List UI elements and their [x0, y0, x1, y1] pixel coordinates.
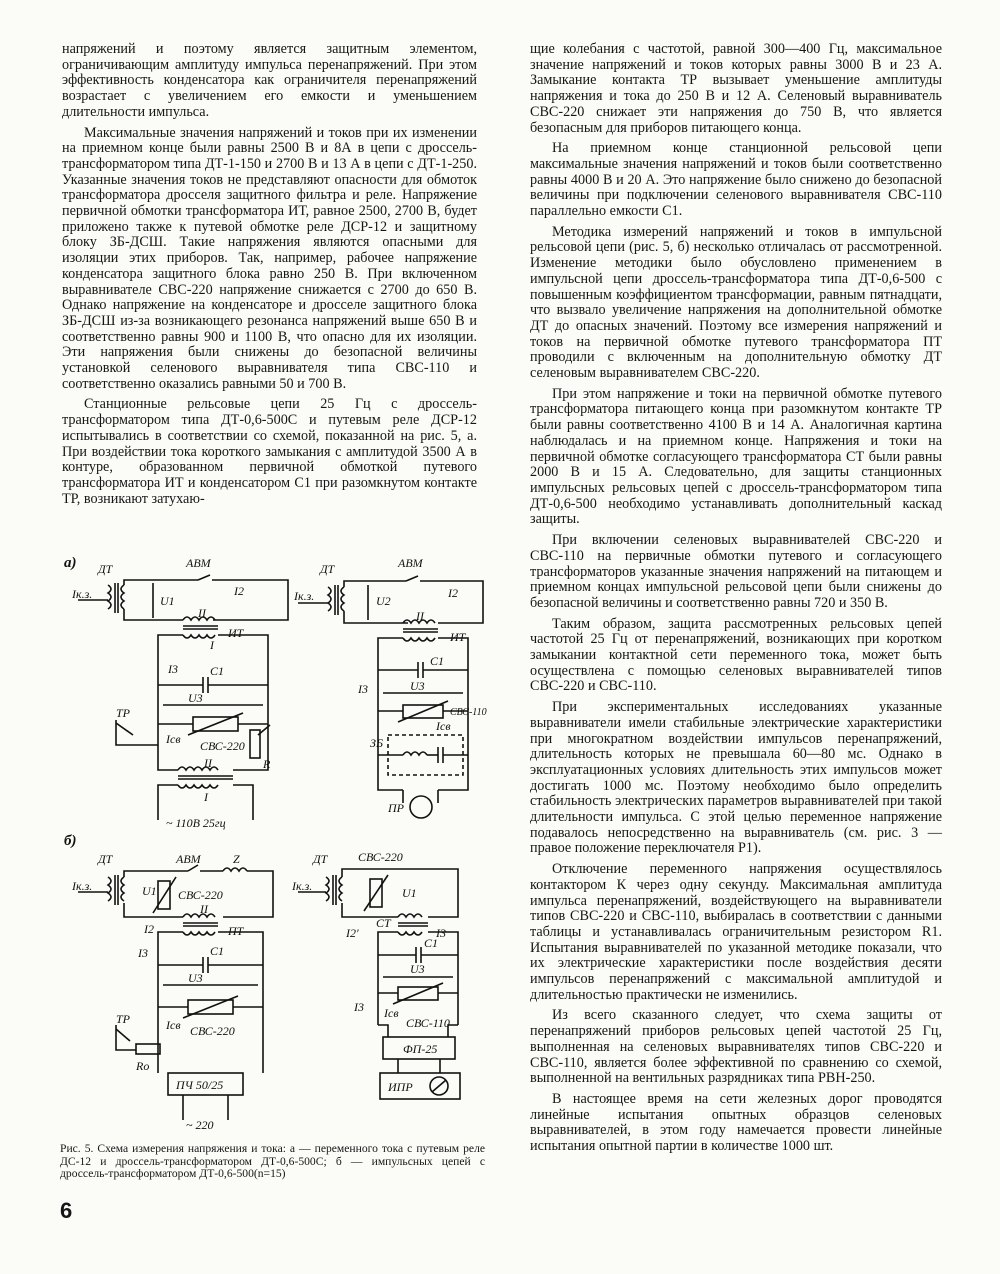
- label-st: СТ: [376, 916, 391, 930]
- label-c1-b2: С1: [424, 936, 439, 950]
- label-roman2-a2: II: [416, 609, 424, 623]
- label-u1-b2: U1: [402, 886, 417, 900]
- label-fp: ФП-25: [403, 1042, 438, 1056]
- label-c1-a2: С1: [430, 654, 445, 668]
- label-roman1-a1: I: [210, 638, 214, 652]
- label-b: б): [64, 833, 77, 849]
- label-i3-b1: I3: [138, 946, 148, 960]
- paragraph: напряжений и поэтому является защитным элементом, ограничивающим амплитуду импульса перенапряжений. При этом эффективность конденсатора как ограничителя перенапряжений возрастает с увеличением его емкости и уменьшением длительности импульса.: [62, 41, 477, 120]
- label-dt-b1: ДТ: [98, 852, 113, 866]
- label-isv-b1: Iсв: [166, 1018, 181, 1032]
- label-svs220-b1a: СВС-220: [178, 888, 223, 902]
- paragraph: На приемном конце станционной рельсовой цепи максимальные значения напряжений и токов были соответственно равны 4000 В и 20 А. Это напряжение было снижено до безопасной величины при подключении селенового выравнивателя СВС-110 параллельно емкости С1.: [530, 140, 942, 220]
- label-ikz-b1: Iк.з.: [72, 879, 93, 893]
- label-avm-b1: АВМ: [176, 852, 201, 866]
- paragraph: Отключение переменного напряжения осуществлялось контактором К через одну секунду. Максимальная амплитуда импульса перенапряжений, воздействующего на выравниватели типов СВС-220 и СВС-110, выбиралась в соответствии с данными таблицы и устанавливалась ограничительным резистором R1. Испытания выравнивателей по указанной методике показали, что их электрические характеристики после воздействия десяти импульсов перенапряжений с максимальной амплитудой и длительностью практически не изменились.: [530, 861, 942, 1003]
- paragraph: При включении селеновых выравнивателей СВС-220 и СВС-110 на первичные обмотки путевого и согласующего трансформаторов указанные значения напряжений на питающем и приемном концах импульсной рельсовой цепи были снижены до безопасной величины и соответственно равны 720 и 350 В.: [530, 532, 942, 611]
- label-roman2-a1: II: [198, 606, 206, 620]
- label-avm-a1: АВМ: [186, 556, 211, 570]
- label-roman1b-a1: I: [204, 790, 208, 804]
- label-v220: ~ 220: [186, 1118, 214, 1132]
- label-u1-b1: U1: [142, 884, 157, 898]
- label-u3-b1: U3: [188, 971, 203, 985]
- label-i2-a1: I2: [234, 584, 244, 598]
- paragraph: При этом напряжение и токи на первичной обмотке путевого трансформатора питающего конца при разомкнутом контакте ТР были равны соответственно 4100 В и 14 А. Аналогичная картина наблюдалась и на приемном конце. Напряжения и токи на первичной обмотке согласующего трансформатора СТ были равны 2000 В и 15 А. Следовательно, для защиты станционных импульсных рельсовых цепей с дроссель-трансформатором типа ДТ-0,6-500 необходимо устанавливать дополнительный каскад защиты.: [530, 385, 942, 528]
- left-column: [62, 42, 477, 512]
- label-ikz-a2: Iк.з.: [294, 589, 315, 603]
- label-svs110-b2: СВС-110: [406, 1016, 450, 1030]
- label-i2p: I2': [346, 926, 359, 940]
- label-ro: Rо: [136, 1059, 150, 1073]
- label-dt-a2: ДТ: [320, 562, 335, 576]
- label-pch: ПЧ 50/25: [176, 1078, 224, 1092]
- label-z: Z: [233, 852, 240, 866]
- label-a: а): [64, 555, 77, 571]
- label-isv-b2: Iсв: [384, 1006, 399, 1020]
- label-ikz-a1: Iк.з.: [72, 587, 93, 601]
- page-number: 6: [60, 1198, 73, 1223]
- paragraph: Таким образом, защита рассмотренных рельсовых цепей частотой 25 Гц от перенапряжений, возникающих при коротком замыкании контактной сети переменного тока, может быть осуществлена с помощью селеновых выравнивателей типов СВС-220 и СВС-110.: [530, 615, 942, 695]
- label-i2-a2: I2: [448, 586, 458, 600]
- label-u3-a1: U3: [188, 691, 203, 705]
- figure-5-circuit-diagrams: [58, 545, 488, 1145]
- paragraph: В настоящее время на сети железных дорог проводятся линейные испытания опытных образцов селеновых выравнивателей, в этом году намечается провести линейные испытания опытной партии в количестве 1000 шт.: [530, 1091, 942, 1155]
- label-v110: ~ 110В 25гц: [166, 816, 226, 830]
- label-svs110-a2: СВС-110: [450, 707, 487, 718]
- label-i2-b1: I2: [144, 922, 154, 936]
- label-i3-a1: I3: [168, 662, 178, 676]
- label-u2-a2: U2: [376, 594, 391, 608]
- paragraph: Методика измерений напряжений и токов в импульсной рельсовой цепи (рис. 5, б) несколько отличалась от рассмотренной. Изменение методики было обусловлено применением в импульсной цепи дроссель-трансформатора типа ДТ-0,6-500 с повышенным коэффициентом трансформации, равным пятнадцати, что вызвало увеличение напряжения на дополнительной обмотке ДТ до опасных значений. Поэтому все измерения напряжений и токов на первичной обмотке путевого трансформатора ПТ проводили с включенным на дополнительную обмотку ДТ селеновым выравнивателем СВС-220.: [530, 223, 942, 382]
- paragraph: Станционные рельсовые цепи 25 Гц с дроссель-трансформатором типа ДТ-0,6-500С и путевым реле ДСР-12 испытывались в соответствии со схемой, показанной на рис. 5, а. При воздействии тока короткого замыкания с амплитудой 3500 А в контуре, образованном первичной обмоткой путевого трансформатора ИТ и конденсатором С1 при разомкнутом контакте ТР, возникают затухаю-: [62, 396, 477, 507]
- paragraph: При экспериментальных исследованиях указанные выравниватели имели стабильные электрические характеристики при многократном воздействии импульсов перенапряжений, длительность которых не превышала 60—80 мс. Однако в эксплуатационных условиях длительность этих импульсов может достигать 1000 мс. Поэтому необходимо было определить стабильность электрических параметров выравнивателей при такой длительности импульса. С этой целью переменное напряжение подавалось непосредственно на выравниватель (см. рис. 3 — правое положение переключателя Р1).: [530, 699, 942, 857]
- circuit-diagram-svg: [58, 545, 488, 1145]
- label-svs220-a1: СВС-220: [200, 739, 245, 753]
- label-it-a2: ИТ: [450, 630, 466, 644]
- label-u1-a1: U1: [160, 594, 175, 608]
- right-column: [530, 42, 942, 1160]
- label-tr-a1: ТР: [116, 706, 131, 720]
- label-dt-a1: ДТ: [98, 562, 113, 576]
- label-pr: ПР: [388, 801, 404, 815]
- label-zb: ЗБ: [370, 736, 384, 750]
- label-avm-a2: АВМ: [398, 556, 423, 570]
- label-isv-a2: Iсв: [436, 719, 451, 733]
- label-pt: ПТ: [228, 924, 244, 938]
- label-i3-b2a: I3: [436, 926, 446, 940]
- label-roman2-b1: II: [200, 902, 208, 916]
- label-i3-a2: I3: [358, 682, 368, 696]
- label-ipr: ИПР: [388, 1080, 413, 1094]
- label-tr-b1: ТР: [116, 1012, 131, 1026]
- label-r-a1: R: [263, 757, 271, 771]
- label-u3-a2: U3: [410, 679, 425, 693]
- label-dt-b2: ДТ: [313, 852, 328, 866]
- label-roman2b-a1: II: [204, 756, 212, 770]
- figure-caption: [60, 1143, 485, 1181]
- label-c1-b1: С1: [210, 944, 225, 958]
- paragraph: щие колебания с частотой, равной 300—400 Гц, максимальное значение напряжений и токов которых равны 3000 В и 23 А. Замыкание контакта ТР вызывает уменьшение амплитуды напряжения и тока до 250 В и 12 А. Селеновый выравниватель СВС-220 снижает эти напряжения до 750 В, что является безопасным для приборов питающего конца.: [530, 41, 942, 136]
- paragraph: Из всего сказанного следует, что схема защиты от перенапряжений приборов рельсовых цепей частотой 25 Гц, выполненная на селеновых выравнивателях типов СВС-220 и СВС-110, является более эффективной по сравнению со схемой, выполненной на вентильных разрядниках типа РВН-250.: [530, 1007, 942, 1087]
- label-svs220-b1b: СВС-220: [190, 1024, 235, 1038]
- label-i3-b2b: I3: [354, 1000, 364, 1014]
- label-u3-b2: U3: [410, 962, 425, 976]
- label-isv-a1: Iсв: [166, 732, 181, 746]
- label-it-a1: ИТ: [228, 626, 244, 640]
- caption-text: Рис. 5. Схема измерения напряжения и тока: а — переменного тока с путевым реле ДС-12 и дроссель-трансформатором ДТ-0,6-500С; б — импульсных цепей с дроссель-трансформатором ДТ-0,6-500(n=15): [60, 1142, 485, 1181]
- paragraph: Максимальные значения напряжений и токов при их изменении на приемном конце были равны 2500 В и 8А в цепи с дроссель-трансформатором типа ДТ-1-150 и 2700 В и 13 А в цепи с ДТ-1-250. Указанные значения токов не представляют опасности для обмоток трансформатора дросселя защитного фильтра и реле. Напряжение первичной обмотки трансформатора ИТ, равное 2500, 2700 В, будет приложено также к путевой обмотке реле ДСР-12 и защитному блоку ЗБ-ДСШ. Такие напряжения являются опасными для изоляции этих приборов. Так, например, рабочее напряжение конденсатора защитного блока равно 250 В. При включенном выравнивателе СВС-220 напряжение снижается с 2700 до 650 В. Однако напряжение на конденсаторе и дросселе защитного блока ЗБ-ДСШ из-за возникающего резонанса напряжений выше 650 В и соответственно равны 900 и 1100 В, что опасно для их изоляции. Эти напряжения были снижены до безопасной величины установкой селенового выравнивателя типа СВС-110 и соответственно оказались равными 50 и 700 В.: [62, 124, 477, 392]
- label-c1-a1: С1: [210, 664, 225, 678]
- label-ikz-b2: Iк.з.: [292, 879, 313, 893]
- label-svs220-b2: СВС-220: [358, 850, 403, 864]
